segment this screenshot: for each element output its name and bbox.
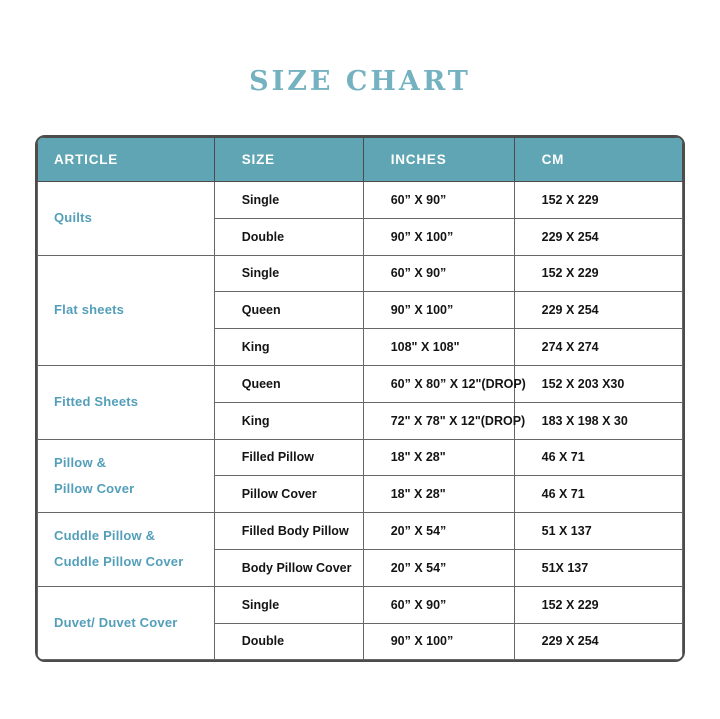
cm-cell: 229 X 254 [514,218,682,255]
size-table-body [38,182,683,660]
size-cell: Body Pillow Cover [214,549,363,586]
cm-cell: 51 X 137 [514,513,682,550]
table-row [38,365,683,402]
size-chart-table-container [35,135,685,662]
size-cell: Queen [214,292,363,329]
cm-cell: 46 X 71 [514,476,682,513]
table-row [38,586,683,623]
article-cell: Quilts [38,182,215,256]
header-cm: CM [514,138,682,182]
header-size: SIZE [214,138,363,182]
cm-cell: 183 X 198 X 30 [514,402,682,439]
header-inches: INCHES [363,138,514,182]
table-row [38,439,683,476]
inches-cell: 108" X 108" [363,329,514,366]
table-row [38,182,683,219]
size-cell: Pillow Cover [214,476,363,513]
cm-cell: 152 X 229 [514,586,682,623]
size-cell: Filled Pillow [214,439,363,476]
size-chart-table [37,137,683,660]
inches-cell: 60” X 90” [363,255,514,292]
size-cell: Single [214,586,363,623]
table-row [38,513,683,550]
cm-cell: 152 X 229 [514,182,682,219]
page-title: SIZE CHART [249,66,471,97]
table-header-row [38,138,683,182]
size-cell: King [214,402,363,439]
inches-cell: 90” X 100” [363,623,514,660]
inches-cell: 90” X 100” [363,218,514,255]
size-cell: Single [214,255,363,292]
cm-cell: 229 X 254 [514,292,682,329]
inches-cell: 18" X 28" [363,439,514,476]
inches-cell: 60” X 90” [363,182,514,219]
header-article: ARTICLE [38,138,215,182]
cm-cell: 274 X 274 [514,329,682,366]
cm-cell: 229 X 254 [514,623,682,660]
size-cell: Double [214,623,363,660]
inches-cell: 20” X 54” [363,549,514,586]
article-cell: Duvet/ Duvet Cover [38,586,215,660]
inches-cell: 18" X 28" [363,476,514,513]
size-cell: King [214,329,363,366]
size-cell: Queen [214,365,363,402]
article-cell: Cuddle Pillow & Cuddle Pillow Cover [38,513,215,587]
size-cell: Filled Body Pillow [214,513,363,550]
size-cell: Single [214,182,363,219]
article-cell: Fitted Sheets [38,365,215,439]
article-cell: Flat sheets [38,255,215,365]
size-cell: Double [214,218,363,255]
inches-cell: 72" X 78" X 12"(DROP) [363,402,514,439]
cm-cell: 152 X 203 X30 [514,365,682,402]
inches-cell: 60” X 90” [363,586,514,623]
inches-cell: 60” X 80” X 12"(DROP) [363,365,514,402]
table-row [38,255,683,292]
cm-cell: 152 X 229 [514,255,682,292]
article-cell: Pillow & Pillow Cover [38,439,215,513]
cm-cell: 46 X 71 [514,439,682,476]
cm-cell: 51X 137 [514,549,682,586]
inches-cell: 90” X 100” [363,292,514,329]
inches-cell: 20” X 54” [363,513,514,550]
